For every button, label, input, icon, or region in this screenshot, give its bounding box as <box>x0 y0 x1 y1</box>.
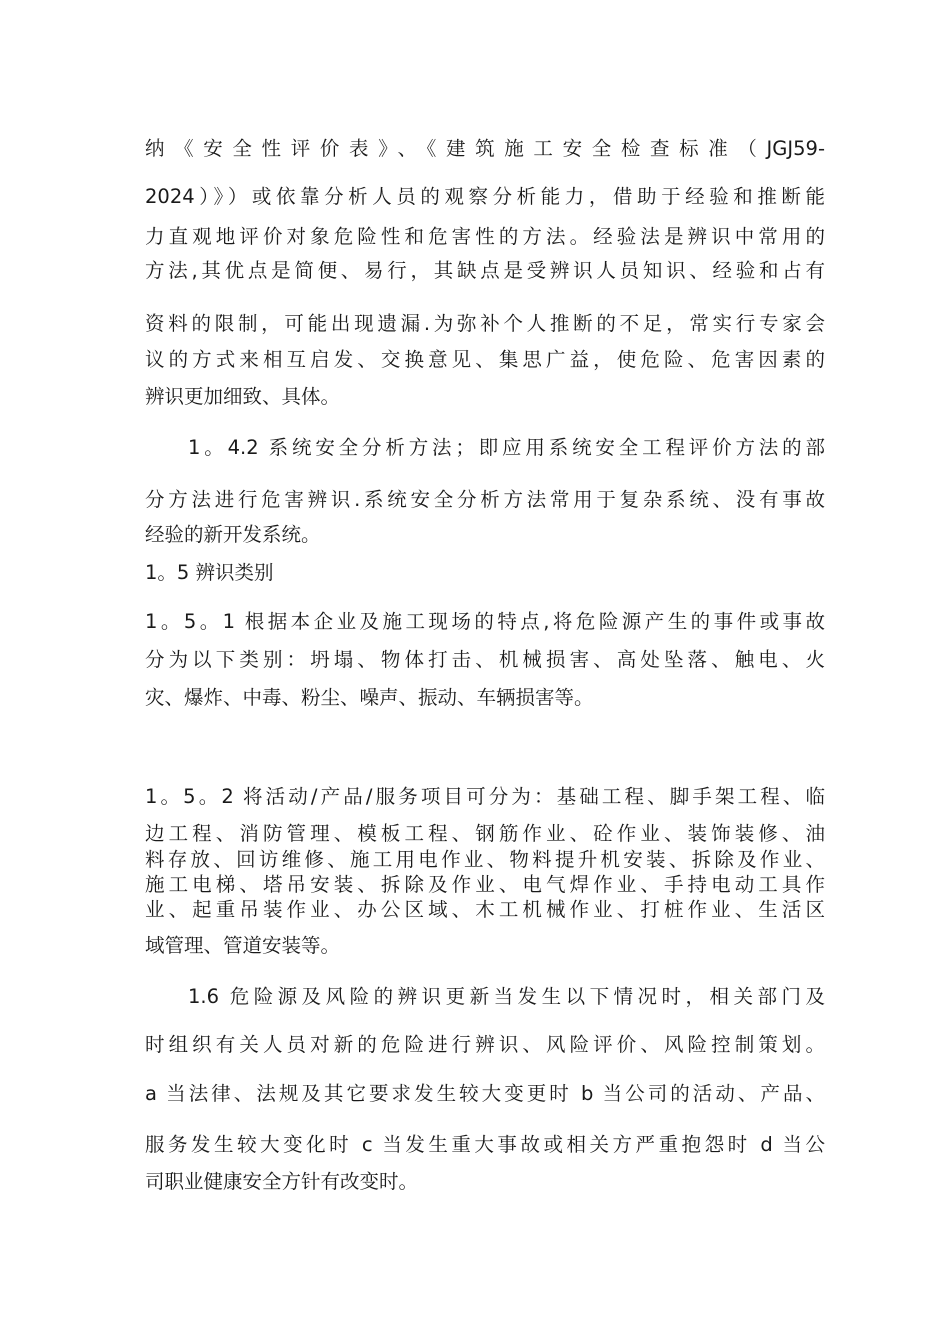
text-line: 辨识更加细致、具体。 <box>145 385 341 408</box>
text-line: 1。4.2 系统安全分析方法；即应用系统安全工程评价方法的部 <box>188 436 825 459</box>
text-line: 方法,其优点是简便、易行，其缺点是受辨识人员知识、经验和占有 <box>145 259 825 282</box>
text-line: 服务发生较大变化时 c 当发生重大事故或相关方严重抱怨时 d 当公 <box>145 1133 825 1156</box>
text-line: 灾、爆炸、中毒、粉尘、噪声、振动、车辆损害等。 <box>145 686 594 709</box>
text-line: 资料的限制，可能出现遗漏.为弥补个人推断的不足，常实行专家会 <box>145 312 825 335</box>
text-line: 纳《安全性评价表》、《建筑施工安全检查标准（JGJ59- <box>145 137 825 160</box>
text-line: 分方法进行危害辨识.系统安全分析方法常用于复杂系统、没有事故 <box>145 488 825 511</box>
text-line: 料存放、回访维修、施工用电作业、物料提升机安装、拆除及作业、 <box>145 848 825 871</box>
text-line: 经验的新开发系统。 <box>145 523 321 546</box>
text-line: 分为以下类别：坍塌、物体打击、机械损害、高处坠落、触电、火 <box>145 648 825 671</box>
text-line: a 当法律、法规及其它要求发生较大变更时 b 当公司的活动、产品、 <box>145 1082 825 1105</box>
text-line: 力直观地评价对象危险性和危害性的方法。经验法是辨识中常用的 <box>145 225 825 248</box>
text-line: 2024）》）或依靠分析人员的观察分析能力，借助于经验和推断能 <box>145 185 825 208</box>
text-line: 业、起重吊装作业、办公区域、木工机械作业、打桩作业、生活区 <box>145 898 825 921</box>
text-line: 1。5。2 将活动/产品/服务项目可分为：基础工程、脚手架工程、临 <box>145 785 825 808</box>
text-line: 施工电梯、塔吊安装、拆除及作业、电气焊作业、手持电动工具作 <box>145 873 825 896</box>
text-line: 域管理、管道安装等。 <box>145 934 341 957</box>
text-line: 时组织有关人员对新的危险进行辨识、风险评价、风险控制策划。 <box>145 1033 825 1056</box>
text-line: 边工程、消防管理、模板工程、钢筋作业、砼作业、装饰装修、油 <box>145 822 825 845</box>
section-heading: 1。5 辨识类别 <box>145 561 274 584</box>
text-line: 司职业健康安全方针有改变时。 <box>145 1170 419 1193</box>
text-line: 议的方式来相互启发、交换意见、集思广益，使危险、危害因素的 <box>145 348 825 371</box>
text-line: 1.6 危险源及风险的辨识更新当发生以下情况时，相关部门及 <box>188 985 825 1008</box>
text-line: 1。5。1 根据本企业及施工现场的特点,将危险源产生的事件或事故 <box>145 610 825 633</box>
